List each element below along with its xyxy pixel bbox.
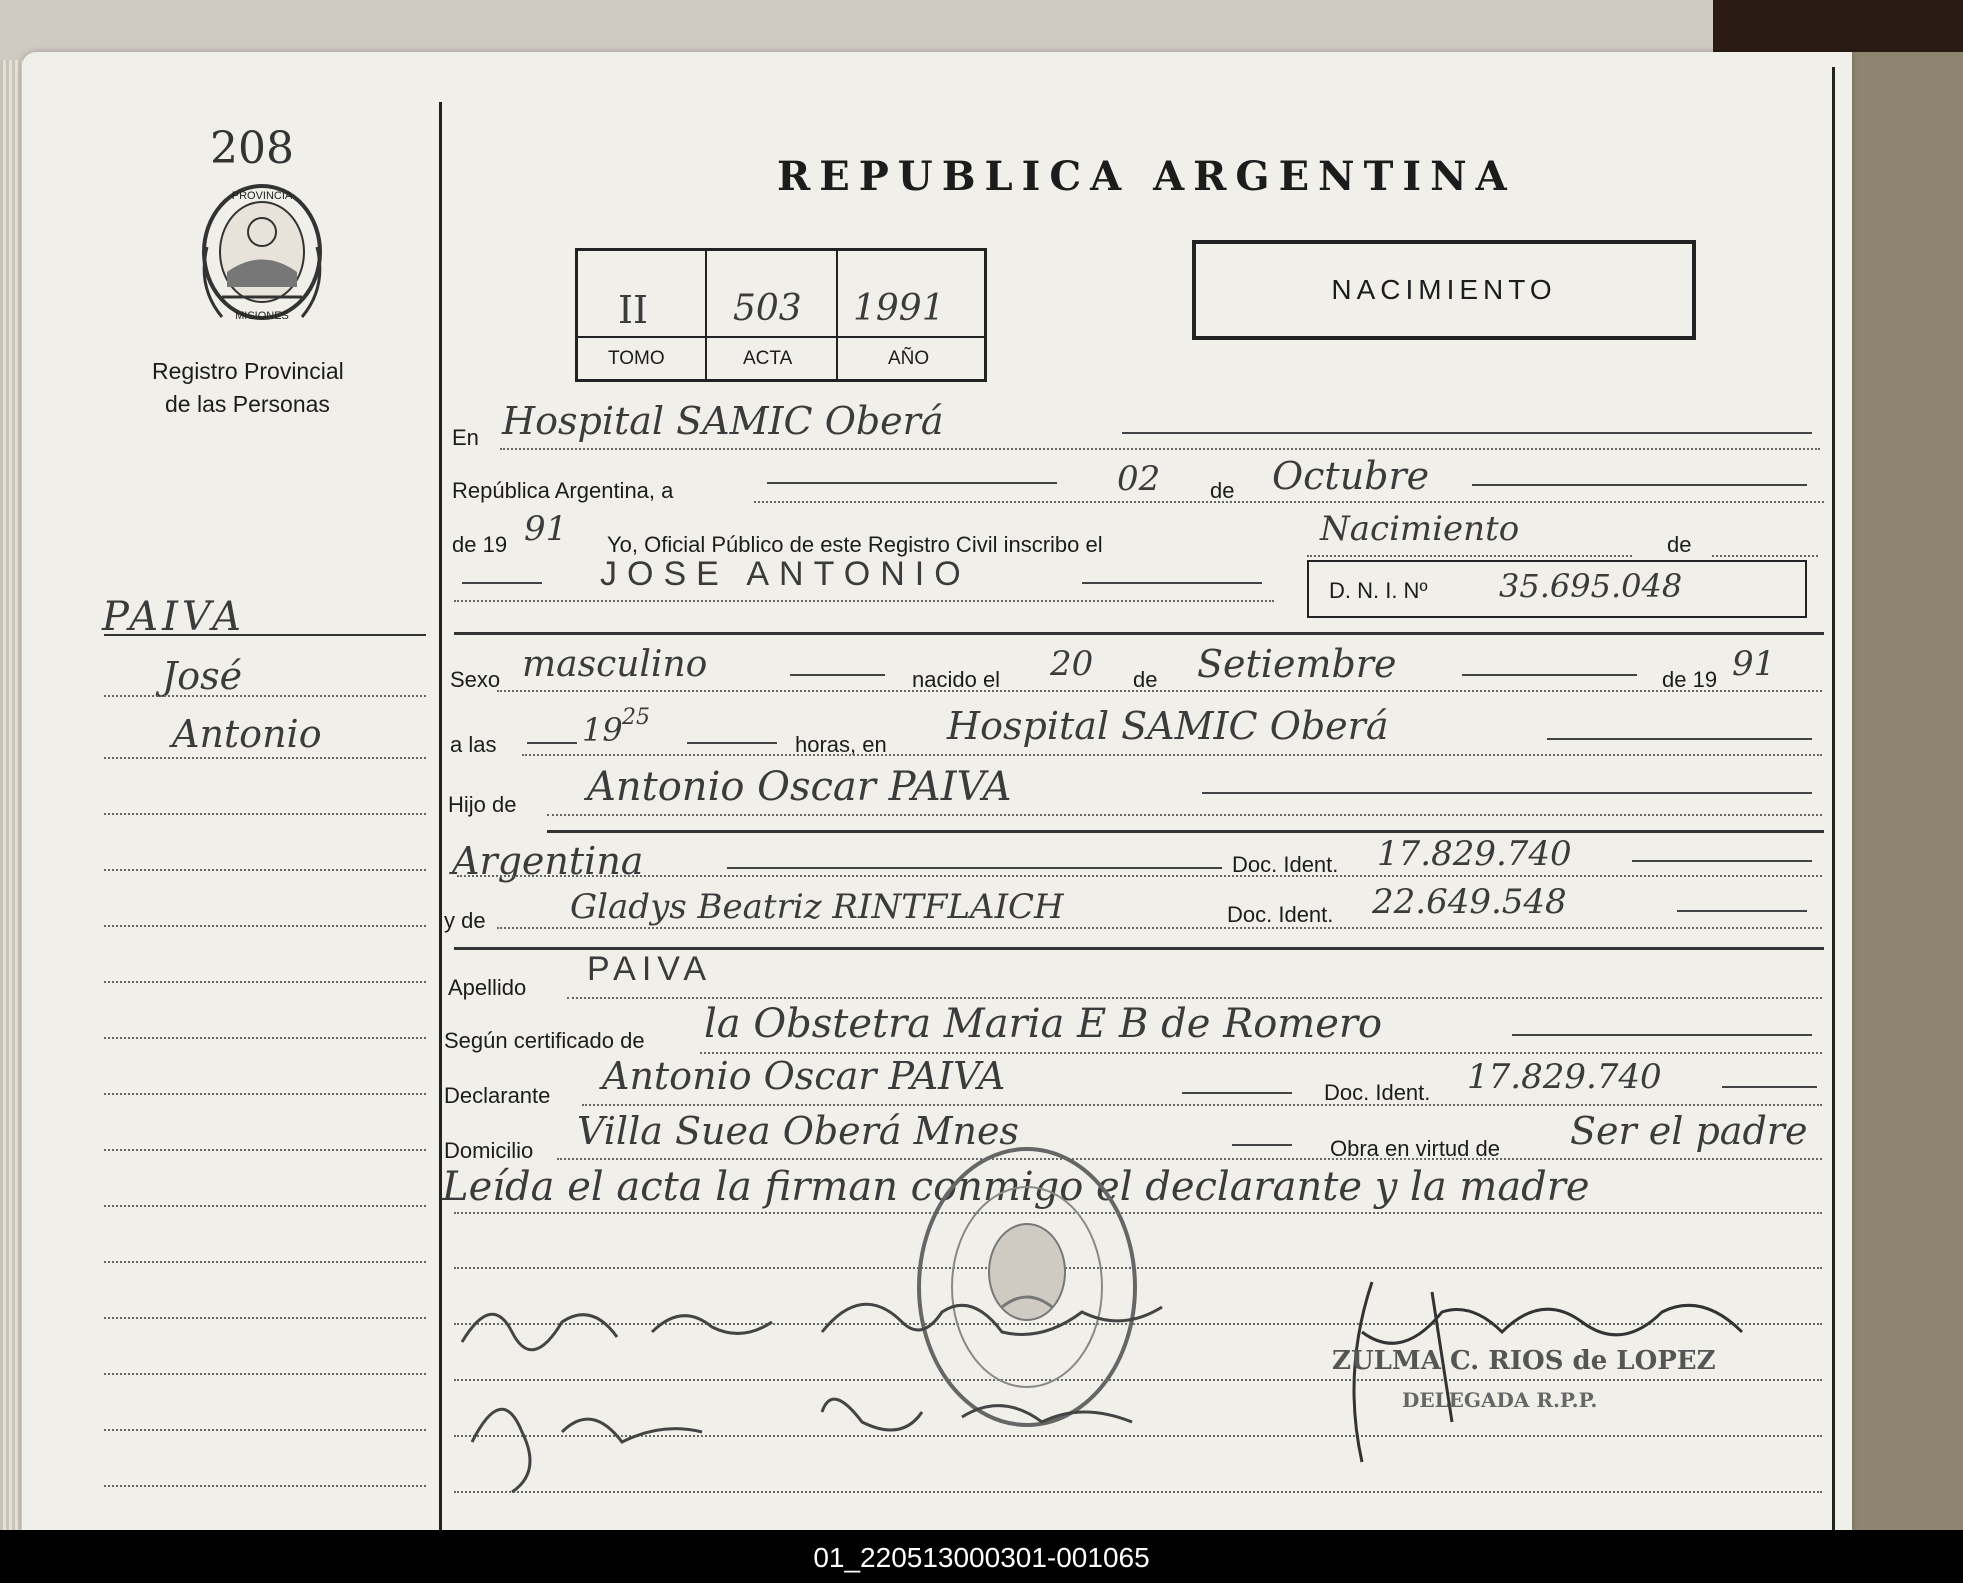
separator-2 bbox=[547, 830, 1824, 833]
line-padre bbox=[547, 814, 1822, 816]
value-mes-nac: Setiembre bbox=[1197, 642, 1397, 686]
filler-dash bbox=[1232, 1144, 1292, 1146]
margin-second-name: Antonio bbox=[172, 712, 322, 756]
acta-value: 503 bbox=[733, 288, 802, 329]
margin-line bbox=[104, 695, 426, 697]
value-doc-madre: 22.649.548 bbox=[1372, 882, 1567, 922]
label-yo-oficial: Yo, Oficial Público de este Registro Civil inscribo el bbox=[607, 532, 1103, 557]
filler-dash bbox=[1182, 1092, 1292, 1094]
country-title: REPUBLICA ARGENTINA bbox=[777, 153, 1516, 200]
line-en bbox=[500, 448, 1820, 450]
value-lugar: Hospital SAMIC Oberá bbox=[502, 399, 944, 443]
label-de-19-nac: de 19 bbox=[1662, 667, 1718, 692]
filler-dash bbox=[790, 674, 885, 676]
value-apellido: PAIVA bbox=[587, 950, 713, 988]
value-acto: Nacimiento bbox=[1320, 509, 1520, 549]
filler-dash bbox=[687, 742, 777, 744]
margin-line bbox=[104, 1093, 426, 1095]
tomo-label: TOMO bbox=[608, 348, 665, 369]
margin-surname: PAIVA bbox=[102, 594, 245, 640]
value-doc-declarante: 17.829.740 bbox=[1467, 1057, 1662, 1097]
filler-dash bbox=[1632, 860, 1812, 862]
value-doc-padre: 17.829.740 bbox=[1377, 834, 1572, 874]
label-declarante: Declarante bbox=[444, 1083, 551, 1108]
margin-line bbox=[104, 1485, 426, 1487]
value-hora: 19 bbox=[582, 711, 623, 749]
value-declarante: Antonio Oscar PAIVA bbox=[602, 1054, 1006, 1098]
label-doc-ident-declarante: Doc. Ident. bbox=[1324, 1080, 1431, 1105]
margin-line bbox=[104, 925, 426, 927]
line-acto bbox=[1307, 555, 1632, 557]
misiones-emblem bbox=[192, 177, 332, 327]
record-box bbox=[575, 248, 987, 382]
registry-line2: de las Personas bbox=[165, 391, 330, 417]
label-a-las: a las bbox=[450, 732, 497, 757]
acta-label: ACTA bbox=[743, 348, 793, 369]
margin-line bbox=[104, 1149, 426, 1151]
label-republica: República Argentina, a bbox=[452, 478, 674, 503]
label-sexo: Sexo bbox=[450, 667, 501, 692]
label-en: En bbox=[452, 425, 479, 450]
value-sexo: masculino bbox=[522, 644, 708, 685]
label-dni: D. N. I. Nº bbox=[1329, 578, 1428, 603]
filler-dash bbox=[1202, 792, 1812, 794]
value-certificado: la Obstetra Maria E B de Romero bbox=[704, 1001, 1383, 1047]
label-hijo-de: Hijo de bbox=[448, 792, 517, 817]
margin-line bbox=[104, 757, 426, 759]
filler-dash bbox=[1472, 484, 1807, 486]
label-obra: Obra en virtud de bbox=[1330, 1136, 1500, 1161]
image-code: 01_220513000301-001065 bbox=[813, 1542, 1150, 1573]
value-anio-inscripcion: 91 bbox=[524, 509, 568, 549]
label-doc-ident-padre: Doc. Ident. bbox=[1232, 852, 1339, 877]
filler-dash bbox=[727, 867, 1222, 869]
line-republica bbox=[754, 501, 1824, 503]
line-nacionalidad bbox=[457, 875, 1822, 877]
label-de-mes: de bbox=[1210, 478, 1235, 503]
filler-dash bbox=[1122, 432, 1812, 434]
filler-dash bbox=[1677, 910, 1807, 912]
value-dia-nac: 20 bbox=[1050, 644, 1094, 684]
value-madre: Gladys Beatriz RINTFLAICH bbox=[570, 887, 1064, 927]
line-de bbox=[1712, 555, 1818, 557]
filler-dash bbox=[527, 742, 577, 744]
margin-underline bbox=[104, 634, 426, 636]
value-minutos: 25 bbox=[622, 705, 650, 730]
registry-line1: Registro Provincial bbox=[152, 358, 344, 384]
separator-1 bbox=[454, 632, 1824, 635]
stamp-title: DELEGADA R.P.P. bbox=[1402, 1388, 1598, 1412]
margin-line bbox=[104, 1205, 426, 1207]
value-lugar-nac: Hospital SAMIC Oberá bbox=[947, 704, 1389, 748]
value-dia-inscripcion: 02 bbox=[1117, 459, 1161, 499]
margin-line bbox=[104, 1037, 426, 1039]
margin-first-name: José bbox=[162, 654, 243, 698]
margin-line bbox=[104, 1317, 426, 1319]
margin-line bbox=[104, 813, 426, 815]
anio-label: AÑO bbox=[888, 348, 930, 369]
tomo-value: II bbox=[618, 288, 649, 332]
filler-dash bbox=[1462, 674, 1637, 676]
value-nacionalidad-padre: Argentina bbox=[452, 839, 644, 883]
label-de-acto: de bbox=[1667, 532, 1692, 557]
value-leida: Leída el acta la firman conmigo el declarante y la madre bbox=[442, 1164, 1590, 1210]
value-anio-nac: 91 bbox=[1732, 644, 1776, 684]
value-nombre: JOSE ANTONIO bbox=[600, 555, 971, 593]
label-domicilio: Domicilio bbox=[444, 1138, 534, 1163]
label-de-19: de 19 bbox=[452, 532, 508, 557]
image-caption-bar bbox=[0, 1530, 1963, 1583]
label-segun: Según certificado de bbox=[444, 1028, 645, 1053]
anio-value: 1991 bbox=[853, 288, 945, 329]
value-mes-inscripcion: Octubre bbox=[1272, 454, 1430, 498]
line-sexo bbox=[497, 690, 1822, 692]
value-domicilio: Villa Suea Oberá Mnes bbox=[577, 1109, 1019, 1153]
dni-box bbox=[1307, 560, 1807, 618]
filler-dash bbox=[1512, 1034, 1812, 1036]
label-de-mes-nac: de bbox=[1133, 667, 1158, 692]
filler-dash bbox=[1547, 738, 1812, 740]
value-obra: Ser el padre bbox=[1570, 1109, 1808, 1153]
line-domicilio bbox=[557, 1158, 1822, 1160]
emblem-bottom-text: MISIONES bbox=[235, 310, 289, 322]
filler-dash bbox=[767, 482, 1057, 484]
line-madre bbox=[497, 927, 1822, 929]
emblem-top-text: PROVINCIA bbox=[231, 190, 293, 202]
line-declarante bbox=[582, 1104, 1822, 1106]
margin-line bbox=[104, 1373, 426, 1375]
label-apellido: Apellido bbox=[448, 975, 527, 1000]
document-type: NACIMIENTO bbox=[1331, 274, 1557, 305]
value-dni: 35.695.048 bbox=[1499, 567, 1683, 605]
line-hora bbox=[522, 754, 1822, 756]
page-number: 208 bbox=[210, 123, 294, 174]
margin-line bbox=[104, 1429, 426, 1431]
book-cover-edge bbox=[1843, 52, 1963, 1530]
label-horas-en: horas, en bbox=[795, 732, 887, 757]
birth-certificate-sheet bbox=[22, 52, 1852, 1530]
filler-dash bbox=[1722, 1086, 1817, 1088]
line-nombre bbox=[454, 600, 1274, 602]
signatures bbox=[442, 1252, 1842, 1512]
document-type-box bbox=[1192, 240, 1696, 340]
label-nacido-el: nacido el bbox=[912, 667, 1001, 692]
margin-line bbox=[104, 869, 426, 871]
line-apellido bbox=[567, 997, 1822, 999]
value-padre: Antonio Oscar PAIVA bbox=[587, 764, 1012, 810]
label-doc-ident-madre: Doc. Ident. bbox=[1227, 902, 1334, 927]
margin-line bbox=[104, 1261, 426, 1263]
label-y-de: y de bbox=[444, 908, 486, 933]
background-corner bbox=[1713, 0, 1963, 60]
margin-line bbox=[104, 981, 426, 983]
filler-dash bbox=[1082, 582, 1262, 584]
filler-dash bbox=[462, 582, 542, 584]
stamp-name: ZULMA C. RIOS de LOPEZ bbox=[1332, 1346, 1716, 1376]
